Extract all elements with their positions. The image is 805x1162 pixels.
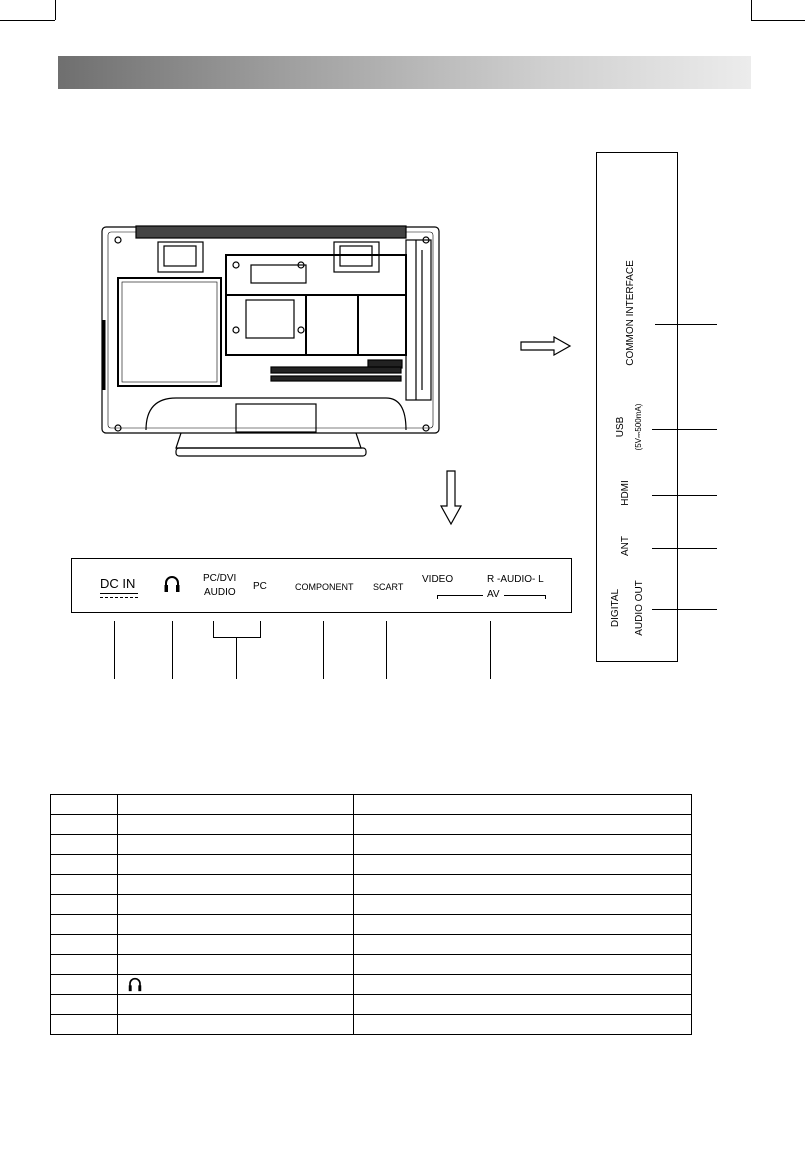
table-cell [51, 935, 118, 955]
table-cell [51, 955, 118, 975]
arrow-down-icon [440, 470, 462, 526]
leader-scart [386, 621, 387, 679]
leader-pc-bracket-bottom [213, 637, 261, 638]
table-row [51, 1015, 692, 1035]
table-cell [118, 975, 354, 995]
crop-mark-top-right-h [751, 20, 805, 21]
table-cell [354, 975, 692, 995]
bottom-label-pc: PC [253, 581, 267, 592]
table-cell [51, 855, 118, 875]
side-leader-hdmi [652, 495, 717, 496]
table-row [51, 955, 692, 975]
table-row [51, 895, 692, 915]
leader-dc-in [114, 621, 115, 679]
table-cell [118, 995, 354, 1015]
table-row [51, 795, 692, 815]
side-leader-usb [652, 429, 717, 430]
table-cell [118, 875, 354, 895]
table-row [51, 815, 692, 835]
tv-rear-illustration [96, 220, 446, 465]
table-cell [118, 935, 354, 955]
table-row [51, 875, 692, 895]
bottom-label-component: COMPONENT [295, 582, 354, 592]
bottom-label-pc-dvi: PC/DVI [203, 573, 237, 584]
table-cell [51, 995, 118, 1015]
table-cell [354, 1015, 692, 1035]
dc-symbol [100, 593, 138, 598]
crop-mark-top-left-v [55, 0, 56, 20]
table-cell [354, 915, 692, 935]
leader-headphone [172, 621, 173, 679]
table-cell [118, 855, 354, 875]
crop-mark-top-right-v [751, 0, 752, 20]
bottom-label-audio: AUDIO [204, 587, 236, 598]
table-row [51, 975, 692, 995]
leader-pc [236, 637, 237, 679]
leader-pc-bracket-right [260, 621, 261, 637]
side-label-usb: USB [615, 416, 626, 438]
section-header-bar [58, 56, 751, 89]
side-label-audio-out: AUDIO OUT [634, 580, 645, 636]
table-cell [354, 955, 692, 975]
leader-av [490, 621, 491, 679]
table-cell [118, 895, 354, 915]
table-cell [354, 835, 692, 855]
table-cell [354, 795, 692, 815]
side-label-hdmi: HDMI [620, 480, 631, 506]
crop-mark-top-left-h [0, 20, 55, 21]
table-cell [118, 835, 354, 855]
table-cell [118, 795, 354, 815]
av-bracket-left-tick [437, 595, 438, 599]
headphone-icon [164, 575, 180, 593]
av-bracket-left [437, 595, 483, 596]
table-cell [354, 995, 692, 1015]
table-cell [118, 915, 354, 935]
side-leader-common-interface [655, 324, 717, 325]
arrow-right-icon [520, 336, 572, 356]
table-cell [51, 815, 118, 835]
bottom-label-av: AV [487, 589, 500, 600]
table-cell [51, 975, 118, 995]
side-label-digital: DIGITAL [610, 588, 621, 628]
table-row [51, 935, 692, 955]
side-label-usb-rating: (5V⎓500mA) [634, 403, 643, 451]
table-cell [118, 1015, 354, 1035]
leader-component [323, 621, 324, 679]
side-leader-ant [652, 548, 717, 549]
connector-table [50, 794, 692, 1035]
bottom-label-scart: SCART [373, 582, 404, 592]
av-bracket-right-tick [545, 595, 546, 599]
table-row [51, 835, 692, 855]
table-cell [354, 935, 692, 955]
table-cell [51, 1015, 118, 1035]
bottom-label-dc-in: DC IN [100, 576, 136, 591]
table-row [51, 855, 692, 875]
side-label-ant: ANT [620, 536, 631, 556]
table-cell [118, 955, 354, 975]
table-cell [51, 915, 118, 935]
table-cell [354, 855, 692, 875]
table-cell [51, 875, 118, 895]
table-cell [354, 815, 692, 835]
side-label-common-interface: COMMON INTERFACE [625, 260, 636, 366]
table-row [51, 995, 692, 1015]
av-bracket-right [504, 595, 546, 596]
bottom-label-audio-rl: R -AUDIO- L [487, 574, 544, 585]
table-cell [51, 795, 118, 815]
leader-pc-bracket-left [213, 621, 214, 637]
table-cell [51, 835, 118, 855]
table-cell [51, 895, 118, 915]
table-cell [354, 875, 692, 895]
table-row [51, 915, 692, 935]
side-leader-digital-audio-out [652, 609, 717, 610]
headphone-icon [128, 977, 142, 992]
table-cell [354, 895, 692, 915]
bottom-label-video: VIDEO [422, 574, 454, 585]
table-cell [118, 815, 354, 835]
